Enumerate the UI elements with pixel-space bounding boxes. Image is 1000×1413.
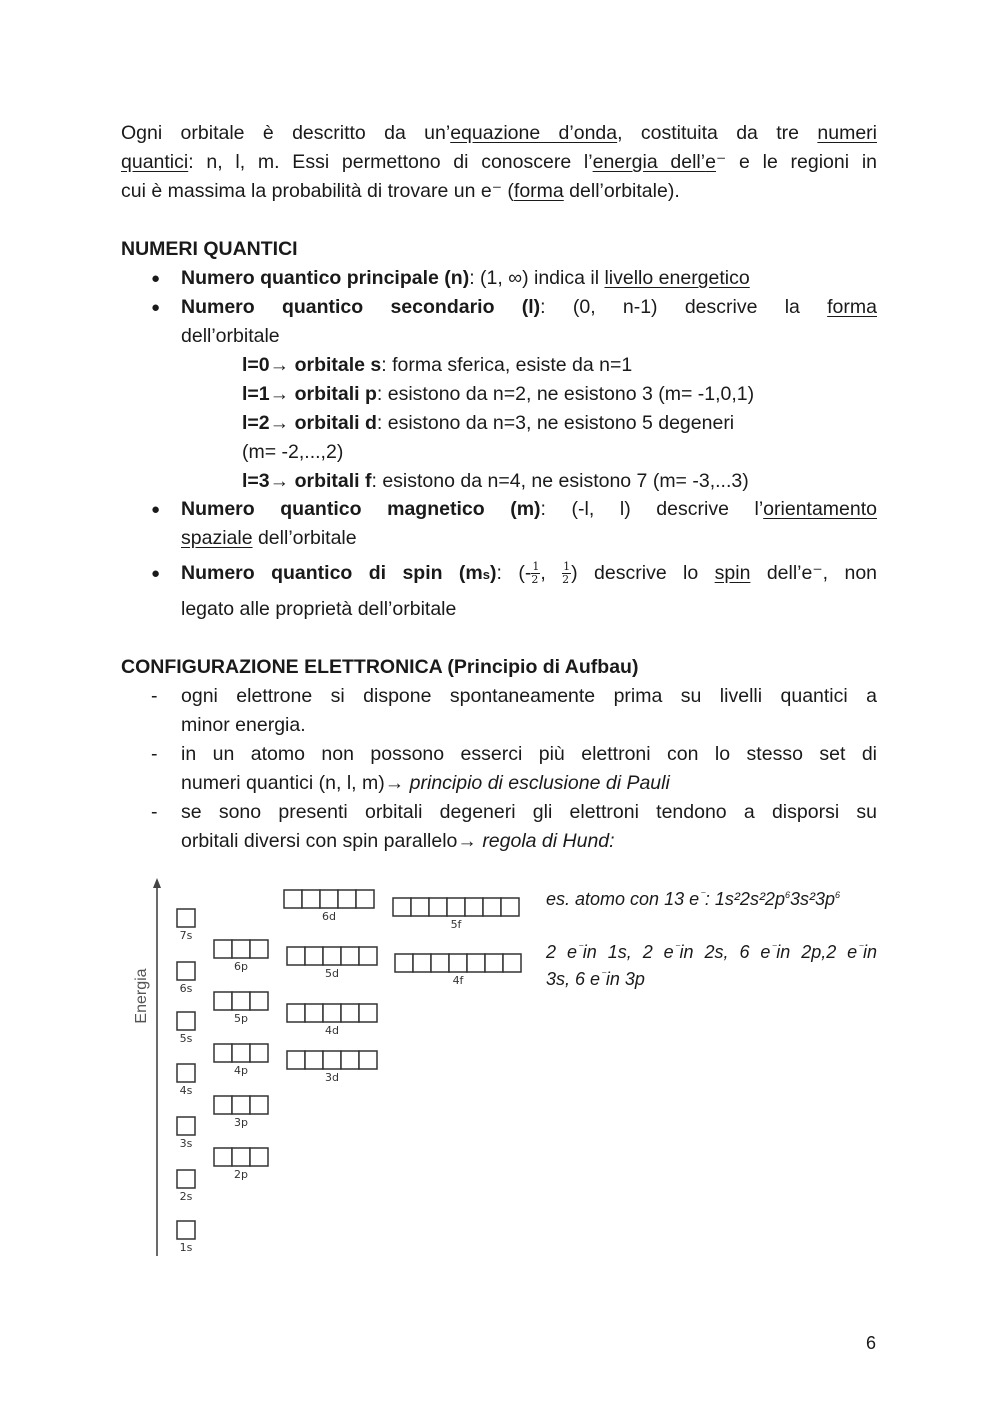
orbital-4d — [287, 1004, 377, 1037]
orbital-5s — [177, 1012, 195, 1045]
dash-marker: - — [151, 743, 158, 765]
orbital-label: 6d — [322, 910, 336, 923]
orbital-5p — [214, 992, 268, 1025]
text: e le regioni in — [726, 151, 878, 173]
orbital-box — [305, 1004, 323, 1022]
text: dell’e — [750, 562, 813, 584]
orbital-box — [232, 940, 250, 958]
superscript: 6 — [835, 890, 841, 900]
orbital-box — [177, 909, 195, 927]
term-forma: forma — [827, 296, 877, 318]
text: 3s, 6 e — [546, 969, 601, 989]
orbital-box — [305, 1051, 323, 1069]
orbital-2p — [214, 1148, 268, 1181]
numerator: 1 — [563, 560, 571, 574]
text: orbitale s — [294, 354, 382, 376]
orbital-box — [395, 954, 413, 972]
superscript-minus: ⁻ — [715, 151, 727, 173]
numerator: 1 — [532, 560, 540, 574]
orbital-box — [250, 1096, 268, 1114]
axis-label: Energia — [133, 968, 150, 1024]
term-quantici: quantici — [121, 151, 189, 173]
orbital-box — [287, 947, 305, 965]
example-note — [546, 882, 840, 913]
orbital-box — [341, 947, 359, 965]
superscript: 6 — [784, 890, 790, 900]
orbital-box — [250, 992, 268, 1010]
text: in 2s, 6 e — [679, 942, 771, 962]
intro-line-3 — [121, 177, 877, 206]
config-item-3-cont — [181, 827, 877, 856]
orbital-box — [287, 1004, 305, 1022]
config-item-2-cont — [181, 769, 877, 798]
orbital-6d — [284, 890, 374, 923]
orbital-box — [177, 1221, 195, 1239]
text: : (1, ∞) indica il — [469, 267, 605, 289]
orbital-box — [431, 954, 449, 972]
label: Numero quantico principale (n) — [181, 267, 470, 289]
orbital-label: 4d — [325, 1024, 339, 1037]
text: regola di Hund: — [482, 830, 615, 852]
orbital-box — [214, 1096, 232, 1114]
orbital-6p — [214, 940, 268, 973]
orbital-5d — [287, 947, 377, 980]
text: , non — [822, 562, 878, 584]
orbital-box — [501, 898, 519, 916]
text: ( — [501, 180, 514, 202]
item-secondario — [181, 293, 877, 322]
orbital-box — [393, 898, 411, 916]
orbital-box — [177, 1170, 195, 1188]
orbital-4p — [214, 1044, 268, 1077]
orbital-label: 5p — [234, 1012, 248, 1025]
orbital-4s — [177, 1064, 195, 1097]
orbital-3p — [214, 1096, 268, 1129]
orbital-3d — [287, 1051, 377, 1084]
config-item-2: in un atomo non possono esserci più elettroni con lo stesso set di — [181, 743, 877, 765]
term-numeri: numeri — [817, 122, 877, 144]
text: cui è massima la probabilità di trovare un e — [121, 180, 492, 202]
orbital-box — [483, 898, 501, 916]
text: 3s²3p — [789, 889, 836, 909]
item-magnetico — [181, 495, 877, 524]
term-forma: forma — [513, 180, 564, 202]
orbital-box — [411, 898, 429, 916]
orbital-1s — [177, 1221, 195, 1254]
orbital-label: 4s — [179, 1084, 193, 1097]
text: : 1s²2s²2p — [704, 889, 785, 909]
aufbau-diagram — [120, 872, 540, 1262]
orbital-label: 2s — [179, 1190, 193, 1203]
intro-line-1 — [121, 119, 877, 148]
orbital-box — [250, 1044, 268, 1062]
orbital-box — [177, 962, 195, 980]
orbital-6s — [177, 962, 195, 995]
text: : (0, n-1) descrive la — [540, 296, 828, 318]
orbital-box — [320, 890, 338, 908]
orbital-label: 5s — [179, 1032, 193, 1045]
sub-l0 — [242, 351, 632, 380]
orbital-label: 5d — [325, 967, 339, 980]
orbital-3s — [177, 1117, 195, 1150]
sub-l3 — [242, 467, 749, 496]
orbital-box — [214, 992, 232, 1010]
orbital-label: 4p — [234, 1064, 248, 1077]
orbital-box — [214, 1148, 232, 1166]
orbital-box — [465, 898, 483, 916]
term-spaziale: spaziale — [181, 527, 253, 549]
sub-l1 — [242, 380, 754, 409]
orbital-box — [467, 954, 485, 972]
superscript-minus: ⁻ — [857, 942, 864, 954]
superscript-minus: ⁻ — [812, 562, 823, 584]
item-principale — [181, 264, 877, 293]
sub-l2 — [242, 409, 734, 438]
label: Numero quantico di spin (m — [181, 562, 483, 584]
orbital-box — [177, 1012, 195, 1030]
arrow-icon: → — [269, 470, 295, 492]
text: dell’orbitale). — [563, 180, 680, 202]
superscript-minus: ⁻ — [770, 942, 777, 954]
orbital-box — [485, 954, 503, 972]
text: dell’orbitale — [252, 527, 357, 549]
text: orbitali f — [294, 470, 372, 492]
orbital-label: 3d — [325, 1071, 339, 1084]
page-number: 6 — [866, 1333, 877, 1353]
orbital-box — [284, 890, 302, 908]
orbital-box — [429, 898, 447, 916]
orbital-5f — [393, 898, 519, 931]
label: Numero quantico secondario (l) — [181, 296, 541, 318]
orbital-box — [250, 1148, 268, 1166]
orbital-box — [503, 954, 521, 972]
config-item-1-cont: minor energia. — [181, 714, 306, 736]
text: : n, l, m. Essi permettono di conoscere l’ — [188, 151, 593, 173]
fraction-half — [531, 561, 540, 586]
denominator: 2 — [531, 573, 539, 587]
orbital-box — [305, 947, 323, 965]
text: es. atomo con 13 e — [546, 889, 700, 909]
sub-l2-cont: (m= -2,...,2) — [242, 441, 344, 463]
detail-note-line-2 — [546, 962, 645, 993]
bullet-icon: ● — [151, 299, 161, 316]
item-spin — [181, 559, 877, 589]
term-spin: spin — [714, 562, 751, 584]
text: : forma sferica, esiste da n=1 — [381, 354, 633, 376]
orbital-box — [449, 954, 467, 972]
text: : esistono da n=4, ne esistono 7 (m= -3,...3) — [371, 470, 749, 492]
text: in — [863, 942, 878, 962]
orbital-box — [356, 890, 374, 908]
text: , costituita da tre — [617, 122, 818, 144]
item-magnetico-cont — [181, 524, 877, 553]
orbital-box — [323, 947, 341, 965]
bullet-icon: ● — [151, 270, 161, 287]
orbital-label: 3p — [234, 1116, 248, 1129]
superscript-minus: ⁻ — [699, 889, 705, 901]
orbital-label: 5f — [450, 918, 462, 931]
term-orientamento: orientamento — [763, 498, 877, 520]
orbital-box — [302, 890, 320, 908]
arrow-icon: → — [269, 383, 295, 405]
orbital-7s — [177, 909, 195, 942]
orbital-4f — [395, 954, 521, 987]
orbital-label: 1s — [179, 1241, 193, 1254]
orbital-box — [359, 1051, 377, 1069]
text: l=0 — [242, 354, 270, 376]
text: in 2p,2 e — [776, 942, 858, 962]
superscript-minus: ⁻ — [600, 969, 606, 981]
orbital-box — [323, 1004, 341, 1022]
superscript-minus: ⁻ — [576, 942, 583, 954]
orbital-box — [341, 1004, 359, 1022]
text: in 1s, 2 e — [582, 942, 674, 962]
text: orbitali d — [294, 412, 377, 434]
text: orbitali diversi con spin parallelo→ — [181, 830, 483, 852]
bullet-icon: ● — [151, 565, 161, 582]
orbital-box — [359, 947, 377, 965]
orbital-box — [177, 1064, 195, 1082]
dash-marker: - — [151, 801, 158, 823]
text: Ogni orbitale è descritto da un’ — [121, 122, 451, 144]
superscript-minus: ⁻ — [491, 180, 502, 202]
fraction-half — [562, 561, 571, 586]
text: numeri quantici (n, l, m)→ — [181, 772, 410, 794]
orbital-box — [232, 1096, 250, 1114]
text: orbitali p — [294, 383, 377, 405]
dash-marker: - — [151, 685, 158, 707]
text: e — [705, 151, 716, 173]
orbital-label: 6s — [179, 982, 193, 995]
orbital-label: 2p — [234, 1168, 248, 1181]
orbital-box — [214, 940, 232, 958]
orbital-box — [232, 1044, 250, 1062]
denominator: 2 — [562, 573, 570, 587]
text: l=2 — [242, 412, 270, 434]
superscript-minus: ⁻ — [673, 942, 680, 954]
orbital-label: 6p — [234, 960, 248, 973]
bullet-icon: ● — [151, 501, 161, 518]
orbital-box — [359, 1004, 377, 1022]
text: : (-l, l) descrive l’ — [540, 498, 764, 520]
text: : esistono da n=2, ne esistono 3 (m= -1,0,1) — [376, 383, 755, 405]
orbital-box — [413, 954, 431, 972]
heading-configurazione: CONFIGURAZIONE ELETTRONICA (Principio di Aufbau) — [121, 656, 639, 678]
arrow-icon: → — [269, 354, 295, 376]
text: 2 e — [546, 942, 577, 962]
text: ) — [490, 562, 497, 584]
text: : esistono da n=3, ne esistono 5 degeneri — [376, 412, 735, 434]
orbital-label: 3s — [179, 1137, 193, 1150]
text: principio di esclusione di Pauli — [409, 772, 670, 794]
text: : (- — [496, 562, 532, 584]
axis-arrow-icon — [153, 878, 161, 888]
text: in 3p — [605, 969, 645, 989]
config-item-1: ogni elettrone si dispone spontaneamente prima su livelli quantici a — [181, 685, 877, 707]
orbital-box — [177, 1117, 195, 1135]
text: l=1 — [242, 383, 270, 405]
term-equazione-onda: equazione d’onda — [450, 122, 618, 144]
orbital-box — [287, 1051, 305, 1069]
orbital-box — [214, 1044, 232, 1062]
orbital-box — [338, 890, 356, 908]
orbital-box — [232, 1148, 250, 1166]
item-secondario-cont: dell’orbitale — [181, 325, 280, 347]
orbital-box — [447, 898, 465, 916]
term-livello: livello energetico — [604, 267, 750, 289]
orbital-box — [323, 1051, 341, 1069]
text: ) descrive lo — [571, 562, 715, 584]
item-spin-cont: legato alle proprietà dell’orbitale — [181, 598, 457, 620]
orbital-label: 4f — [452, 974, 464, 987]
orbital-2s — [177, 1170, 195, 1203]
intro-line-2 — [121, 148, 877, 177]
orbital-label: 7s — [179, 929, 193, 942]
orbital-box — [341, 1051, 359, 1069]
orbital-box — [232, 992, 250, 1010]
config-item-3: se sono presenti orbitali degeneri gli elettroni tendono a disporsi su — [181, 801, 877, 823]
text: , — [540, 562, 563, 584]
subscript-s: s — [482, 567, 491, 582]
heading-numeri-quantici: NUMERI QUANTICI — [121, 238, 298, 260]
arrow-icon: → — [269, 412, 295, 434]
orbital-box — [250, 940, 268, 958]
label: Numero quantico magnetico (m) — [181, 498, 541, 520]
term-energia: energia dell’ — [592, 151, 706, 173]
text: l=3 — [242, 470, 270, 492]
